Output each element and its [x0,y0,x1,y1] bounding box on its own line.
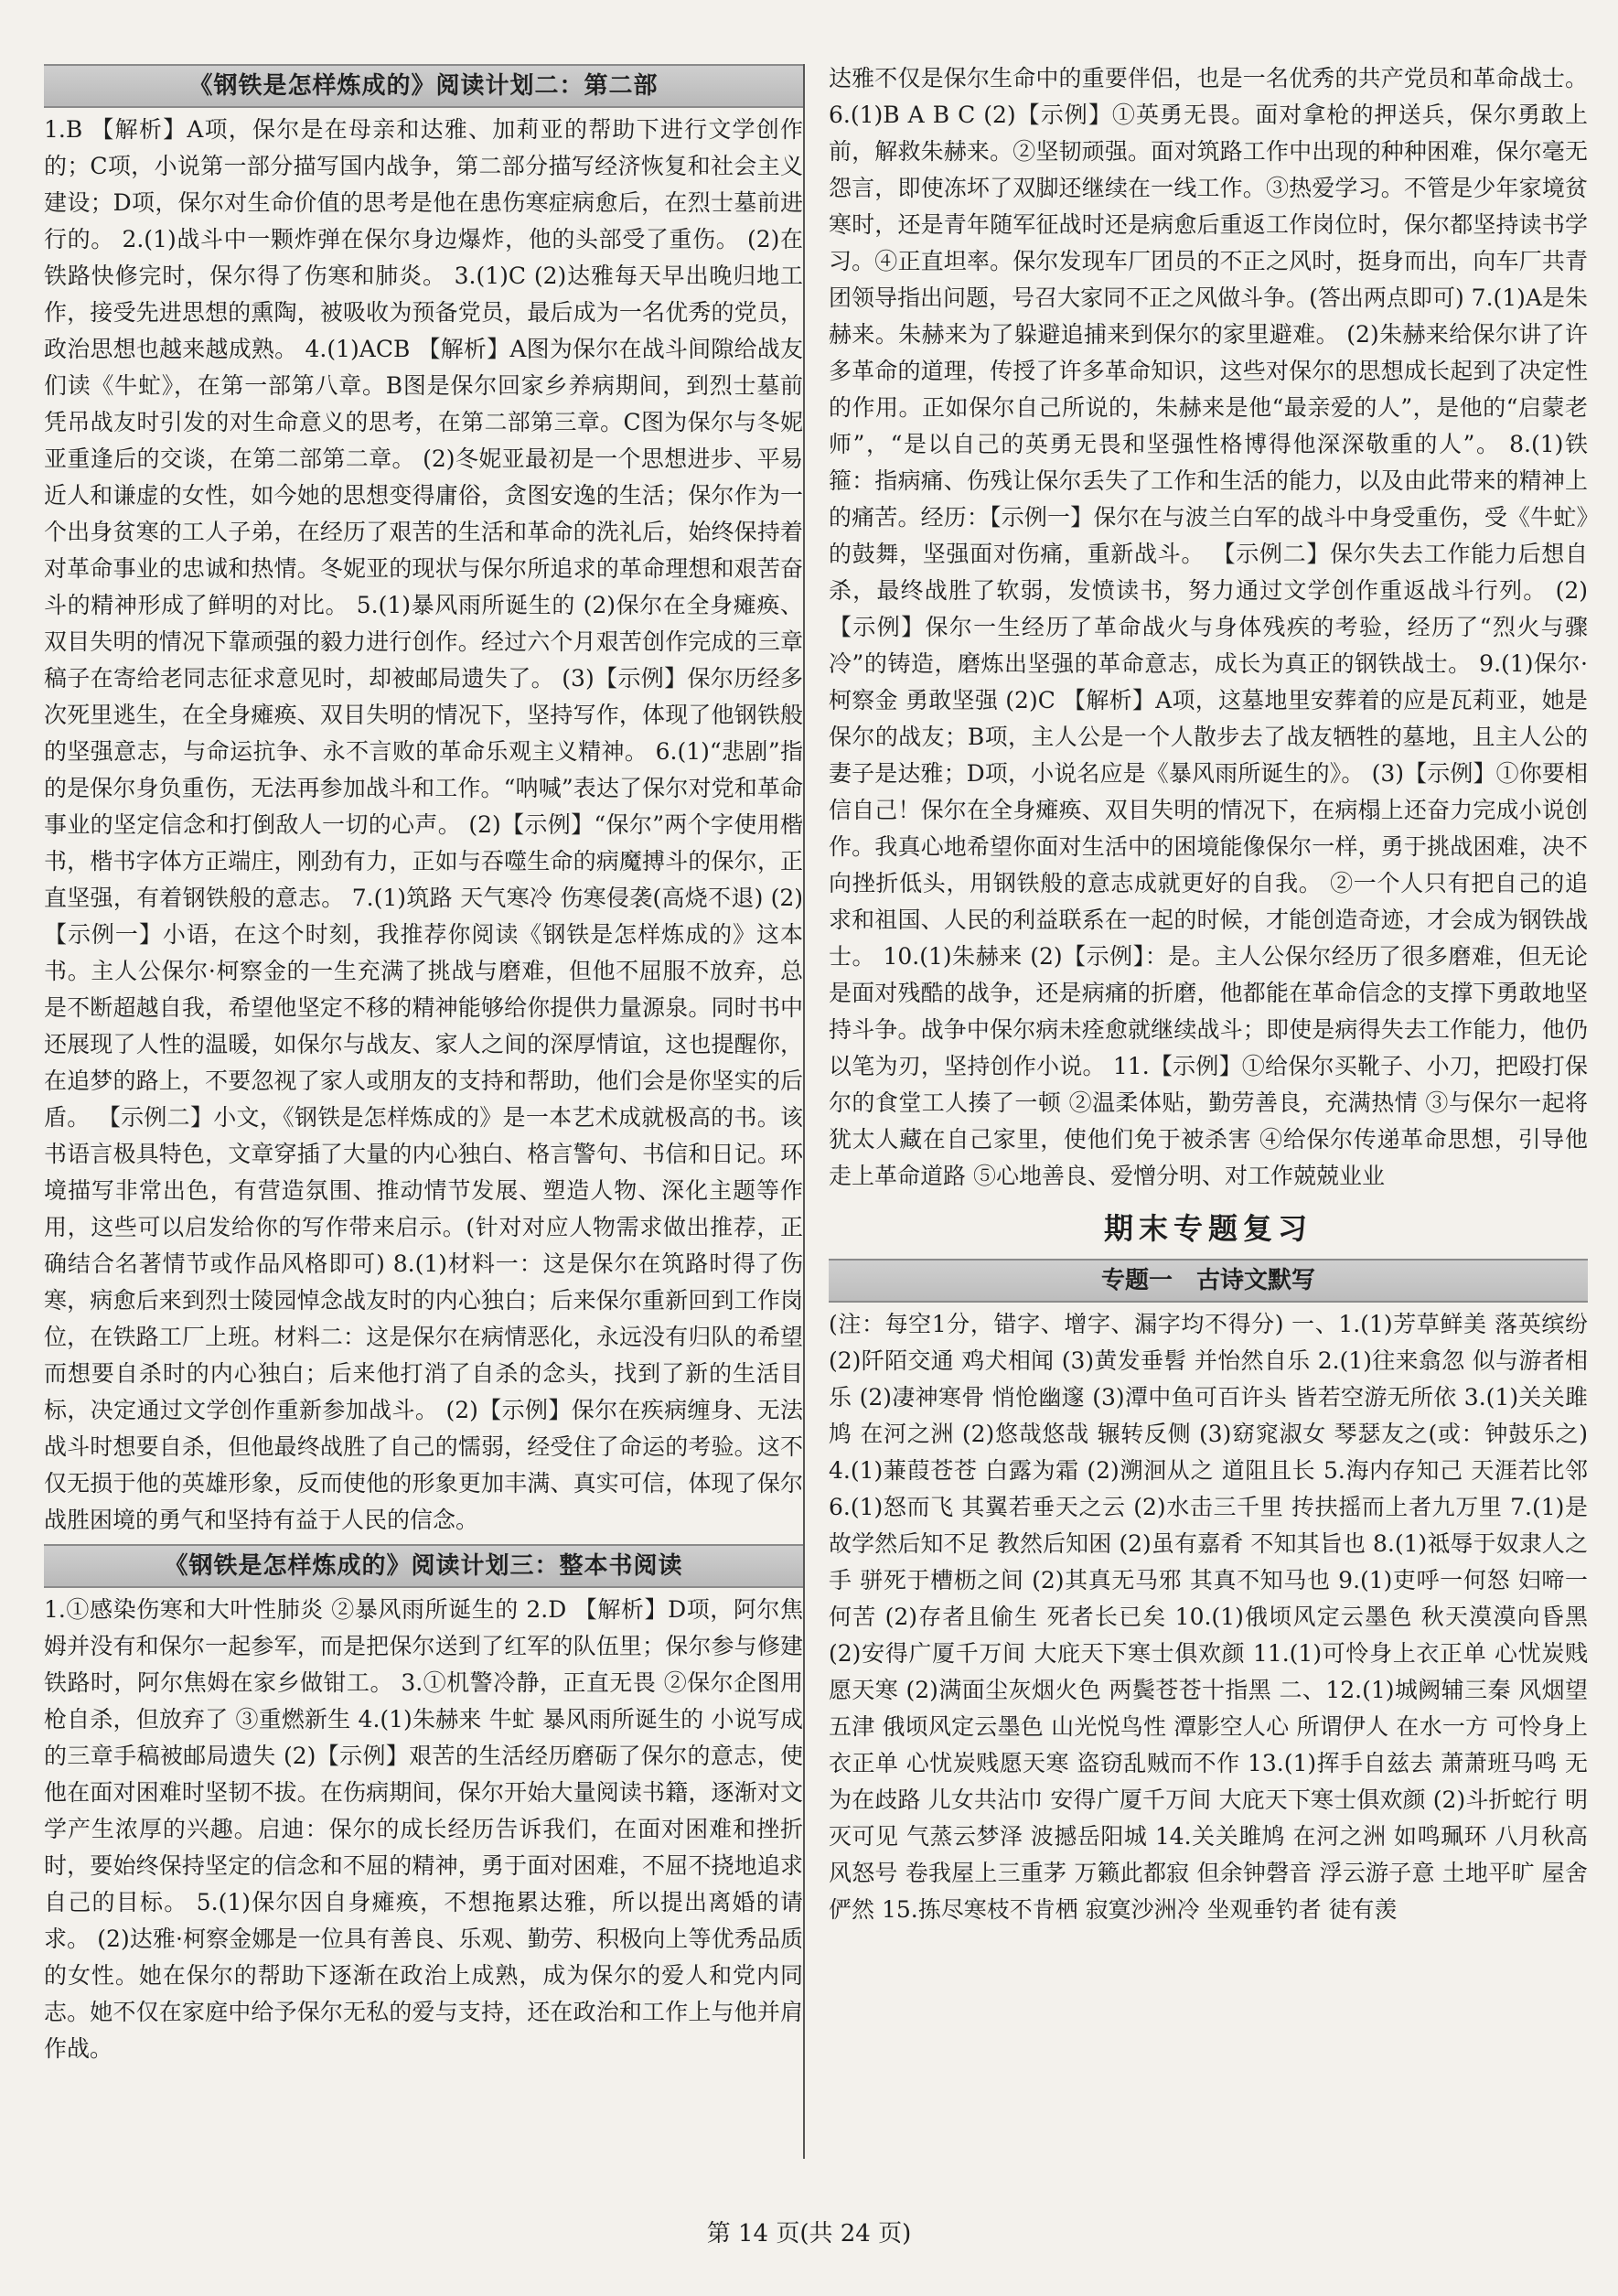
topic-one-banner: 专题一 古诗文默写 [829,1259,1588,1303]
final-review-title: 期末专题复习 [1103,1211,1313,1246]
reading-plan-3-answers: 1.①感染伤寒和大叶性肺炎 ②暴风雨所诞生的 2.D 【解析】D项，阿尔焦姆并没有和保尔一起参军，而是把保尔送到了红军的队伍里；保尔参与修建铁路时，阿尔焦姆在家乡做钳工。 3.①机警冷静，正直无畏 ②保尔企图用枪自杀，但放弃了 ③重燃新生 4.(1)朱赫来 牛虻 暴风雨所诞生的 小说写成的三章手稿被邮局遗失 (2)【示例】艰苦的生活经历磨砺了保尔的意志，使他在面对困难时坚韧不拔。在伤病期间，保尔开始大量阅读书籍，逐渐对文学产生浓厚的兴趣。启迪：保尔的成长经历告诉我们，在面对困难和挫折时，要始终保持坚定的信念和不屈的精神，勇于面对困难，不屈不挠地追求自己的目标。 5.(1)保尔因自身瘫痪，不想拖累达雅，所以提出离婚的请求。 (2)达雅·柯察金娜是一位具有善良、乐观、勤劳、积极向上等优秀品质的女性。她在保尔的帮助下逐渐在政治上成熟，成为保尔的爱人和党内同志。她不仅在家庭中给予保尔无私的爱与支持，还在政治和工作上与他并肩作战。 [44,1596,803,2062]
reading-plan-3-banner: 《钢铁是怎样炼成的》阅读计划三：整本书阅读 [44,1544,803,1588]
reading-plan-3-answers-continued: 达雅不仅是保尔生命中的重要伴侣，也是一名优秀的共产党员和革命战士。 6.(1)B A B C (2)【示例】①英勇无畏。面对拿枪的押送兵，保尔勇敢上前，解救朱赫来。②坚韧顽强。面对筑路工作中出现的种种困难，保尔毫无怨言，即使冻坏了双脚还继续在一线工作。③热爱学习。不管是少年家境贫寒时，还是青年随军征战时还是病愈后重返工作岗位时，保尔都坚持读书学习。④正直坦率。保尔发现车厂团员的不正之风时，挺身而出，向车厂共青团领导指出问题，号召大家同不正之风做斗争。(答出两点即可) 7.(1)A是朱赫来。朱赫来为了躲避追捕来到保尔的家里避难。 (2)朱赫来给保尔讲了许多革命的道理，传授了许多革命知识，这些对保尔的思想成长起到了决定性的作用。正如保尔自己所说的，朱赫来是他“最亲爱的人”，是他的“启蒙老师”，“是以自己的英勇无畏和坚强性格博得他深深敬重的人”。 8.(1)铁箍：指病痛、伤残让保尔丢失了工作和生活的能力，以及由此带来的精神上的痛苦。经历：【示例一】保尔在与波兰白军的战斗中身受重伤，受《牛虻》的鼓舞，坚强面对伤痛，重新战斗。 【示例二】保尔失去工作能力后想自杀，最终战胜了软弱，发愤读书，努力通过文学创作重返战斗行列。 (2)【示例】保尔一生经历了革命战火与身体残疾的考验，经历了“烈火与骤冷”的铸造，磨炼出坚强的革命意志，成长为真正的钢铁战士。 9.(1)保尔·柯察金 勇敢坚强 (2)C 【解析】A项，这墓地里安葬着的应是瓦莉亚，她是保尔的战友；B项，主人公是一个人散步去了战友牺牲的墓地，且主人公的妻子是达雅；D项，小说名应是《暴风雨所诞生的》。 (3)【示例】①你要相信自己！保尔在全身瘫痪、双目失明的情况下，在病榻上还奋力完成小说创作。我真心地希望你面对生活中的困境能像保尔一样，勇于挑战困难，决不向挫折低头，用钢铁般的意志成就更好的自我。 ②一个人只有把自己的追求和祖国、人民的利益联系在一起的时候，才能创造奇迹，才会成为钢铁战士。 10.(1)朱赫来 (2)【示例】：是。主人公保尔经历了很多磨难，但无论是面对残酷的战争，还是病痛的折磨，他都能在革命信念的支撑下勇敢地坚持斗争。战争中保尔病未痊愈就继续战斗；即使是病得失去工作能力，他仍以笔为刃，坚持创作小说。 11.【示例】①给保尔买靴子、小刀，把殴打保尔的食堂工人揍了一顿 ②温柔体贴，勤劳善良，充满热情 ③与保尔一起将犹太人藏在自己家里，使他们免于被杀害 ④给保尔传递革命思想，引导他走上革命道路 ⑤心地善良、爱憎分明、对工作兢兢业业 [829,65,1588,1189]
left-column [44,59,803,2067]
reading-plan-2-banner: 《钢铁是怎样炼成的》阅读计划二：第二部 [44,64,803,108]
reading-plan-2-answers: 1.B 【解析】A项，保尔是在母亲和达雅、加莉亚的帮助下进行文学创作的；C项，小说第一部分描写国内战争，第二部分描写经济恢复和社会主义建设；D项，保尔对生命价值的思考是他在患伤寒症病愈后，在烈士墓前进行的。 2.(1)战斗中一颗炸弹在保尔身边爆炸，他的头部受了重伤。 (2)在铁路快修完时，保尔得了伤寒和肺炎。 3.(1)C (2)达雅每天早出晚归地工作，接受先进思想的熏陶，被吸收为预备党员，最后成为一名优秀的党员，政治思想也越来越成熟。 4.(1)ACB 【解析】A图为保尔在战斗间隙给战友们读《牛虻》，在第一部第八章。B图是保尔回家乡养病期间，到烈士墓前凭吊战友时引发的对生命意义的思考，在第二部第三章。C图为保尔与冬妮亚重逢后的交谈，在第二部第二章。 (2)冬妮亚最初是一个思想进步、平易近人和谦虚的女性，如今她的思想变得庸俗，贪图安逸的生活；保尔作为一个出身贫寒的工人子弟，在经历了艰苦的生活和革命的洗礼后，始终保持着对革命事业的忠诚和热情。冬妮亚的现状与保尔所追求的革命理想和艰苦奋斗的精神形成了鲜明的对比。 5.(1)暴风雨所诞生的 (2)保尔在全身瘫痪、双目失明的情况下靠顽强的毅力进行创作。经过六个月艰苦创作完成的三章稿子在寄给老同志征求意见时，却被邮局遗失了。 (3)【示例】保尔历经多次死里逃生，在全身瘫痪、双目失明的情况下，坚持写作，体现了他钢铁般的坚强意志，与命运抗争、永不言败的革命乐观主义精神。 6.(1)“悲剧”指的是保尔身负重伤，无法再参加战斗和工作。“呐喊”表达了保尔对党和革命事业的坚定信念和打倒敌人一切的心声。 (2)【示例】“保尔”两个字使用楷书，楷书字体方正端庄，刚劲有力，正如与吞噬生命的病魔搏斗的保尔，正直坚强，有着钢铁般的意志。 7.(1)筑路 天气寒冷 伤寒侵袭(高烧不退) (2)【示例一】小语，在这个时刻，我推荐你阅读《钢铁是怎样炼成的》这本书。主人公保尔·柯察金的一生充满了挑战与磨难，但他不屈服不放弃，总是不断超越自我，希望他坚定不移的精神能够给你提供力量源泉。同时书中还展现了人性的温暖，如保尔与战友、家人之间的深厚情谊，这也提醒你，在追梦的路上，不要忽视了家人或朋友的支持和帮助，他们会是你坚实的后盾。 【示例二】小文，《钢铁是怎样炼成的》是一本艺术成就极高的书。该书语言极具特色，文章穿插了大量的内心独白、格言警句、书信和日记。环境描写非常出色，有营造氛围、推动情节发展、塑造人物、深化主题等作用，这些可以启发给你的写作带来启示。(针对对应人物需求做出推荐，正确结合名著情节或作品风格即可) 8.(1)材料一：这是保尔在筑路时得了伤寒，病愈后来到烈士陵园悼念战友时的内心独白；后来保尔重新回到工作岗位，在铁路工厂上班。材料二：这是保尔在病情恶化，永远没有归队的希望而想要自杀时的内心独白；后来他打消了自杀的念头，找到了新的生活目标，决定通过文学创作重新参加战斗。 (2)【示例】保尔在疾病缠身、无法战斗时想要自杀，但他最终战胜了自己的懦弱，经受住了命运的考验。这不仅无损于他的英雄形象，反而使他的形象更加丰满、真实可信，体现了保尔战胜困境的勇气和坚持有益于人民的信念。 [44,116,803,1533]
right-column [829,60,1588,1928]
column-divider [803,64,805,2159]
poetry-recitation-answers: (注：每空1分，错字、增字、漏字均不得分) 一、1.(1)芳草鲜美 落英缤纷 (2)阡陌交通 鸡犬相闻 (3)黄发垂髫 并怡然自乐 2.(1)往来翕忽 似与游者相乐 (2)凄神寒骨 悄怆幽邃 (3)潭中鱼可百许头 皆若空游无所依 3.(1)关关雎鸠 在河之洲 (2)悠哉悠哉 辗转反侧 (3)窈窕淑女 琴瑟友之(或：钟鼓乐之) 4.(1)蒹葭苍苍 白露为霜 (2)溯洄从之 道阻且长 5.海内存知己 天涯若比邻 6.(1)怒而飞 其翼若垂天之云 (2)水击三千里 抟扶摇而上者九万里 7.(1)是故学然后知不足 教然后知困 (2)虽有嘉肴 不知其旨也 8.(1)祗辱于奴隶人之手 骈死于槽枥之间 (2)其真无马邪 其真不知马也 9.(1)吏呼一何怒 妇啼一何苦 (2)存者且偷生 死者长已矣 10.(1)俄顷风定云墨色 秋天漠漠向昏黑 (2)安得广厦千万间 大庇天下寒士俱欢颜 11.(1)可怜身上衣正单 心忧炭贱愿天寒 (2)满面尘灰烟火色 两鬓苍苍十指黑 二、12.(1)城阙辅三秦 风烟望五津 俄顷风定云墨色 山光悦鸟性 潭影空人心 所谓伊人 在水一方 可怜身上衣正单 心忧炭贱愿天寒 盗窃乱贼而不作 13.(1)挥手自兹去 萧萧班马鸣 无为在歧路 儿女共沾巾 安得广厦千万间 大庇天下寒士俱欢颜 (2)斗折蛇行 明灭可见 气蒸云梦泽 波撼岳阳城 14.关关雎鸠 在河之洲 如鸣珮环 八月秋高风怒号 卷我屋上三重茅 万籁此都寂 但余钟磬音 浮云游子意 土地平旷 屋舍俨然 15.拣尽寒枝不肯栖 寂寞沙洲冷 坐观垂钓者 徒有羡 [829,1311,1588,1923]
page-number: 第 14 页(共 24 页) [706,2220,912,2248]
